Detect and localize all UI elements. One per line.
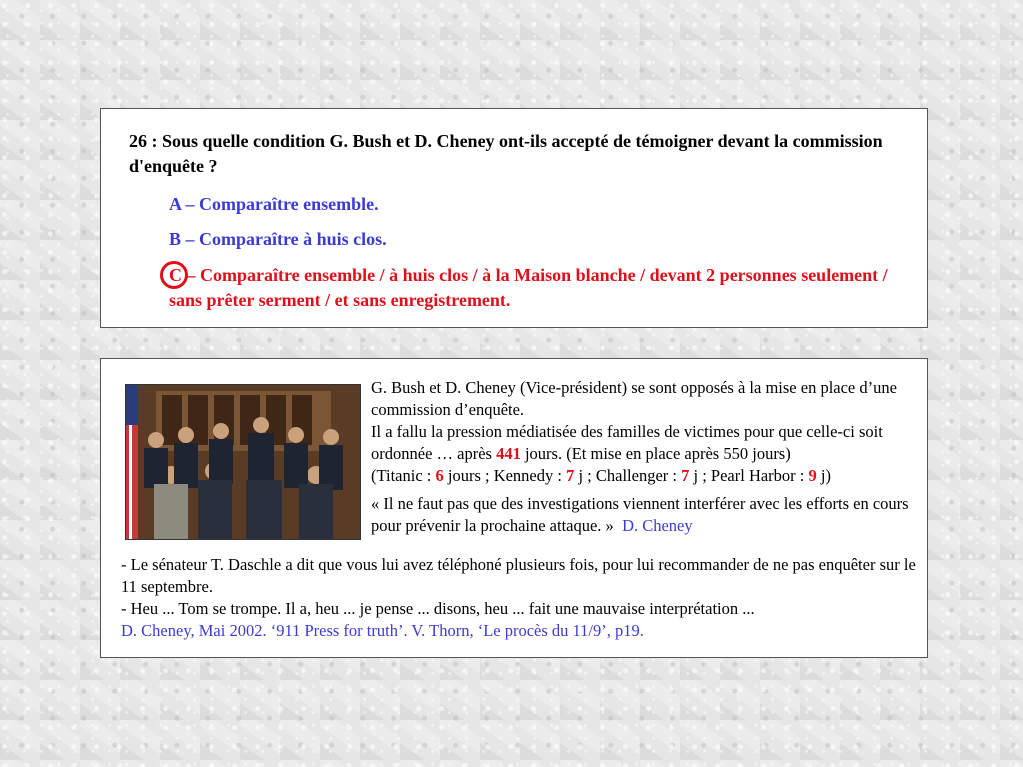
source-citation: D. Cheney, Mai 2002. ‘911 Press for truth’. V. Thorn, ‘Le procès du 11/9’, p19. bbox=[121, 621, 644, 640]
titanic-days: 6 bbox=[435, 466, 444, 485]
group-photo-image bbox=[126, 385, 361, 540]
commission-group-photo bbox=[125, 384, 361, 540]
challenger-days: 7 bbox=[681, 466, 690, 485]
bush-cheney-info bbox=[371, 377, 926, 537]
info-line-2: Il a fallu la pression médiatisée des familles de victimes pour que celle-ci soit ordonnée … après 441 jours. (Et mise en place après 550 jours) bbox=[371, 422, 883, 463]
correct-answer-circle bbox=[160, 261, 188, 289]
daschle-exchange bbox=[121, 554, 916, 642]
comparison-line: (Titanic : 6 jours ; Kennedy : 7 j ; Challenger : 7 j ; Pearl Harbor : 9 j) bbox=[371, 466, 831, 485]
answer-a: A – Comparaître ensemble. bbox=[169, 194, 379, 214]
question-panel bbox=[100, 108, 928, 328]
info-panel bbox=[100, 358, 928, 658]
answer-c: C – Comparaître ensemble / à huis clos / à la Maison blanche / devant 2 personnes seulement / sans prêter serment / et sans enregistrement. bbox=[169, 265, 888, 310]
pearl-harbor-days: 9 bbox=[808, 466, 817, 485]
kennedy-days: 7 bbox=[566, 466, 575, 485]
cheney-quote: « Il ne faut pas que des investigations viennent interférer avec les efforts en cours pour prévenir la prochaine attaque. » D. Cheney bbox=[371, 494, 909, 535]
quote-author: D. Cheney bbox=[622, 516, 693, 535]
answer-b: B – Comparaître à huis clos. bbox=[169, 229, 387, 249]
info-line-1: G. Bush et D. Cheney (Vice-président) se sont opposés à la mise en place d’une commission d’enquête. bbox=[371, 378, 897, 419]
cheney-reply: - Heu ... Tom se trompe. Il a, heu ... je pense ... disons, heu ... fait une mauvaise interprétation ... bbox=[121, 599, 755, 618]
days-count: 441 bbox=[496, 444, 521, 463]
daschle-line: - Le sénateur T. Daschle a dit que vous lui avez téléphoné plusieurs fois, pour lui recommander de ne pas enquêter sur le 11 septembre. bbox=[121, 555, 916, 596]
question-text: 26 : Sous quelle condition G. Bush et D. Cheney ont-ils accepté de témoigner devant la commission d'enquête ? bbox=[129, 131, 883, 176]
